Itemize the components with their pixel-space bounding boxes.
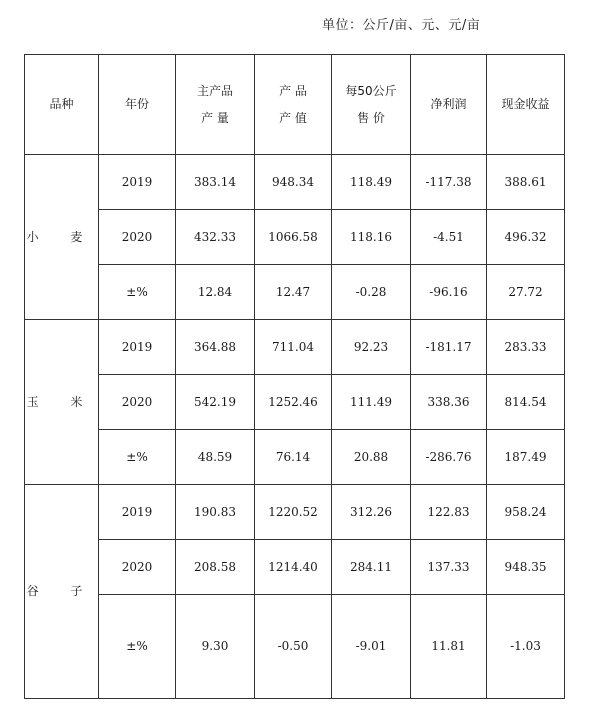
cell-cash-income: 814.54 bbox=[487, 375, 565, 430]
cell-net-profit: -96.16 bbox=[411, 265, 487, 320]
crop-name: 小 麦 bbox=[25, 155, 99, 320]
cell-year: 2019 bbox=[99, 155, 176, 210]
cell-cash-income: -1.03 bbox=[487, 595, 565, 699]
cell-price: -0.28 bbox=[332, 265, 411, 320]
table-row bbox=[25, 320, 565, 375]
table-row bbox=[25, 375, 565, 430]
cell-output-value: 1214.40 bbox=[255, 540, 332, 595]
cell-year: 2020 bbox=[99, 375, 176, 430]
cell-cash-income: 948.35 bbox=[487, 540, 565, 595]
cell-main-output: 12.84 bbox=[176, 265, 255, 320]
cell-net-profit: -4.51 bbox=[411, 210, 487, 265]
cell-main-output: 383.14 bbox=[176, 155, 255, 210]
cell-main-output: 9.30 bbox=[176, 595, 255, 699]
header-price-line1: 每50公斤 bbox=[345, 84, 397, 99]
cell-cash-income: 187.49 bbox=[487, 430, 565, 485]
cell-net-profit: 137.33 bbox=[411, 540, 487, 595]
header-variety: 品种 bbox=[25, 55, 99, 155]
cell-output-value: 1066.58 bbox=[255, 210, 332, 265]
header-main-output-line2: 产 量 bbox=[201, 110, 229, 125]
table-row bbox=[25, 265, 565, 320]
cell-output-value: 1252.46 bbox=[255, 375, 332, 430]
cell-main-output: 432.33 bbox=[176, 210, 255, 265]
cell-main-output: 364.88 bbox=[176, 320, 255, 375]
crop-name: 谷 子 bbox=[25, 485, 99, 699]
crop-cost-benefit-table bbox=[24, 54, 565, 699]
cell-net-profit: 122.83 bbox=[411, 485, 487, 540]
cell-year: 2019 bbox=[99, 320, 176, 375]
cell-cash-income: 496.32 bbox=[487, 210, 565, 265]
cell-cash-income: 958.24 bbox=[487, 485, 565, 540]
table-row bbox=[25, 430, 565, 485]
cell-price: 111.49 bbox=[332, 375, 411, 430]
cell-year: ±% bbox=[99, 430, 176, 485]
cell-price: 118.49 bbox=[332, 155, 411, 210]
table-row bbox=[25, 155, 565, 210]
cell-main-output: 190.83 bbox=[176, 485, 255, 540]
header-row bbox=[25, 55, 565, 155]
cell-cash-income: 388.61 bbox=[487, 155, 565, 210]
cell-year: 2020 bbox=[99, 540, 176, 595]
cell-output-value: -0.50 bbox=[255, 595, 332, 699]
header-main-output bbox=[176, 55, 255, 155]
cell-net-profit: -181.17 bbox=[411, 320, 487, 375]
cell-main-output: 542.19 bbox=[176, 375, 255, 430]
cell-year: ±% bbox=[99, 595, 176, 699]
cell-year: ±% bbox=[99, 265, 176, 320]
cell-net-profit: -117.38 bbox=[411, 155, 487, 210]
crop-name: 玉 米 bbox=[25, 320, 99, 485]
cell-price: 284.11 bbox=[332, 540, 411, 595]
cell-cash-income: 283.33 bbox=[487, 320, 565, 375]
cell-cash-income: 27.72 bbox=[487, 265, 565, 320]
cell-output-value: 76.14 bbox=[255, 430, 332, 485]
cell-price: 20.88 bbox=[332, 430, 411, 485]
cell-price: 312.26 bbox=[332, 485, 411, 540]
table-row bbox=[25, 540, 565, 595]
cell-main-output: 48.59 bbox=[176, 430, 255, 485]
cell-output-value: 711.04 bbox=[255, 320, 332, 375]
table-row bbox=[25, 210, 565, 265]
header-main-output-line1: 主产品 bbox=[196, 84, 233, 99]
header-output-value-line2: 产 值 bbox=[279, 110, 307, 125]
cell-output-value: 948.34 bbox=[255, 155, 332, 210]
cell-year: 2020 bbox=[99, 210, 176, 265]
table-row bbox=[25, 595, 565, 699]
header-cash-income: 现金收益 bbox=[487, 55, 565, 155]
header-output-value-line1: 产 品 bbox=[279, 84, 307, 99]
cell-net-profit: 338.36 bbox=[411, 375, 487, 430]
cell-output-value: 1220.52 bbox=[255, 485, 332, 540]
cell-year: 2019 bbox=[99, 485, 176, 540]
cell-price: 92.23 bbox=[332, 320, 411, 375]
cell-main-output: 208.58 bbox=[176, 540, 255, 595]
cell-net-profit: 11.81 bbox=[411, 595, 487, 699]
unit-note: 单位：公斤/亩、元、元/亩 bbox=[322, 18, 481, 33]
header-net-profit: 净利润 bbox=[411, 55, 487, 155]
header-price bbox=[332, 55, 411, 155]
cell-output-value: 12.47 bbox=[255, 265, 332, 320]
header-output-value bbox=[255, 55, 332, 155]
header-year: 年份 bbox=[99, 55, 176, 155]
cell-net-profit: -286.76 bbox=[411, 430, 487, 485]
header-price-line2: 售 价 bbox=[357, 110, 385, 125]
table-row bbox=[25, 485, 565, 540]
cell-price: -9.01 bbox=[332, 595, 411, 699]
cell-price: 118.16 bbox=[332, 210, 411, 265]
